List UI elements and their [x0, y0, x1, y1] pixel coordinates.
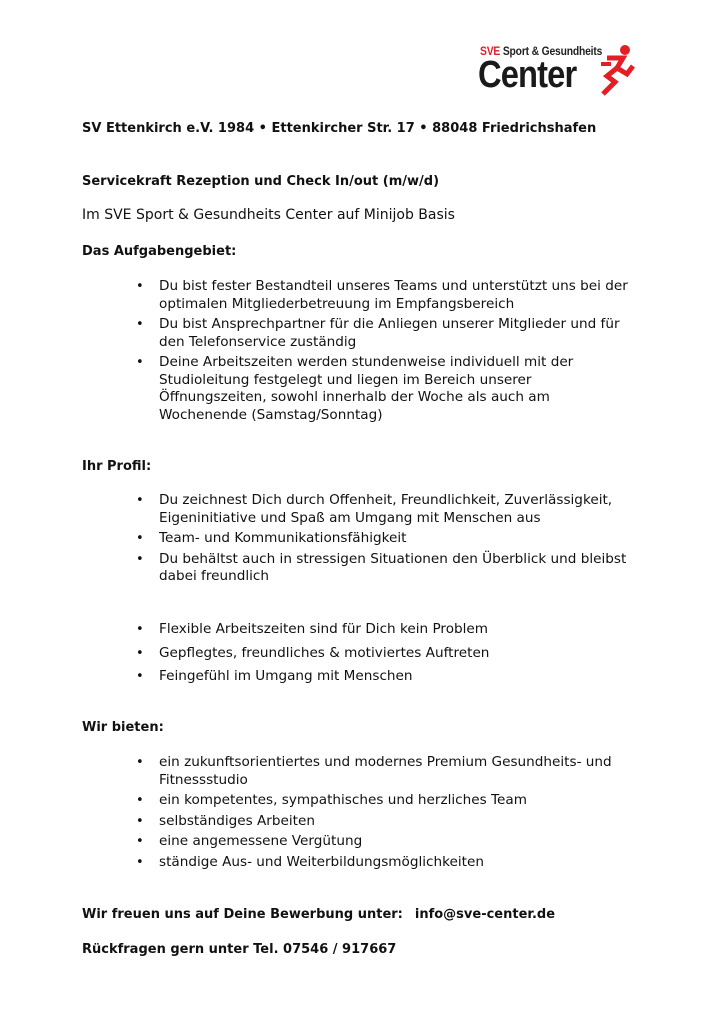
list-item: • ein kompetentes, sympathisches und herzliches Team: [82, 792, 642, 810]
list-item: • eine angemessene Vergütung: [82, 833, 642, 851]
list-item: • Flexible Arbeitszeiten sind für Dich kein Problem: [82, 621, 642, 639]
list-item: • Deine Arbeitszeiten werden stundenweise individuell mit der Studioleitung festgelegt und liegen im Bereich unserer Öffnungszeiten, sowohl innerhalb der Woche als auch am Wochenende (Samstag/Sonntag): [82, 354, 642, 424]
logo-name: Center: [478, 54, 577, 96]
list-item: • Du bist fester Bestandteil unseres Teams und unterstützt uns bei der optimalen Mitgliederbetreuung im Empfangsbereich: [82, 278, 642, 313]
list-item: • ständige Aus- und Weiterbildungsmöglichkeiten: [82, 854, 642, 872]
list-item: • ein zukunftsorientiertes und modernes Premium Gesundheits- und Fitnessstudio: [82, 754, 642, 789]
list-item: • Team- und Kommunikationsfähigkeit: [82, 530, 642, 548]
header-address: SV Ettenkirch e.V. 1984 • Ettenkircher Str. 17 • 88048 Friedrichshafen: [82, 121, 597, 136]
runner-icon: [593, 44, 637, 96]
profile-list-extra: [82, 621, 642, 692]
list-item: • Feingefühl im Umgang mit Menschen: [82, 668, 642, 686]
list-item: • selbständiges Arbeiten: [82, 813, 642, 831]
application-line: [82, 907, 555, 922]
tasks-heading: Das Aufgabengebiet:: [82, 244, 237, 259]
job-title: Servicekraft Rezeption und Check In/out (m/w/d): [82, 174, 440, 189]
offer-list: [82, 754, 642, 874]
list-item: • Gepflegtes, freundliches & motiviertes Auftreten: [82, 645, 642, 663]
profile-heading: Ihr Profil:: [82, 459, 152, 474]
phone-line: Rückfragen gern unter Tel. 07546 / 917667: [82, 942, 397, 957]
intro-text: Im SVE Sport & Gesundheits Center auf Minijob Basis: [82, 207, 455, 223]
logo-brand: SVE: [480, 44, 501, 58]
tasks-list: [82, 278, 642, 427]
sve-center-logo: [478, 42, 638, 98]
logo-tagline-text: Sport & Gesundheits: [502, 44, 603, 58]
list-item: • Du behältst auch in stressigen Situationen den Überblick und bleibst dabei freundlich: [82, 551, 642, 586]
offer-heading: Wir bieten:: [82, 720, 164, 735]
profile-list: [82, 492, 642, 589]
list-item: • Du bist Ansprechpartner für die Anliegen unserer Mitglieder und für den Telefonservice zuständig: [82, 316, 642, 351]
email-link[interactable]: info@sve-center.de: [414, 907, 556, 922]
list-item: • Du zeichnest Dich durch Offenheit, Freundlichkeit, Zuverlässigkeit, Eigeninitiative und Spaß am Umgang mit Menschen aus: [82, 492, 642, 527]
application-label: Wir freuen uns auf Deine Bewerbung unter:: [82, 907, 403, 922]
